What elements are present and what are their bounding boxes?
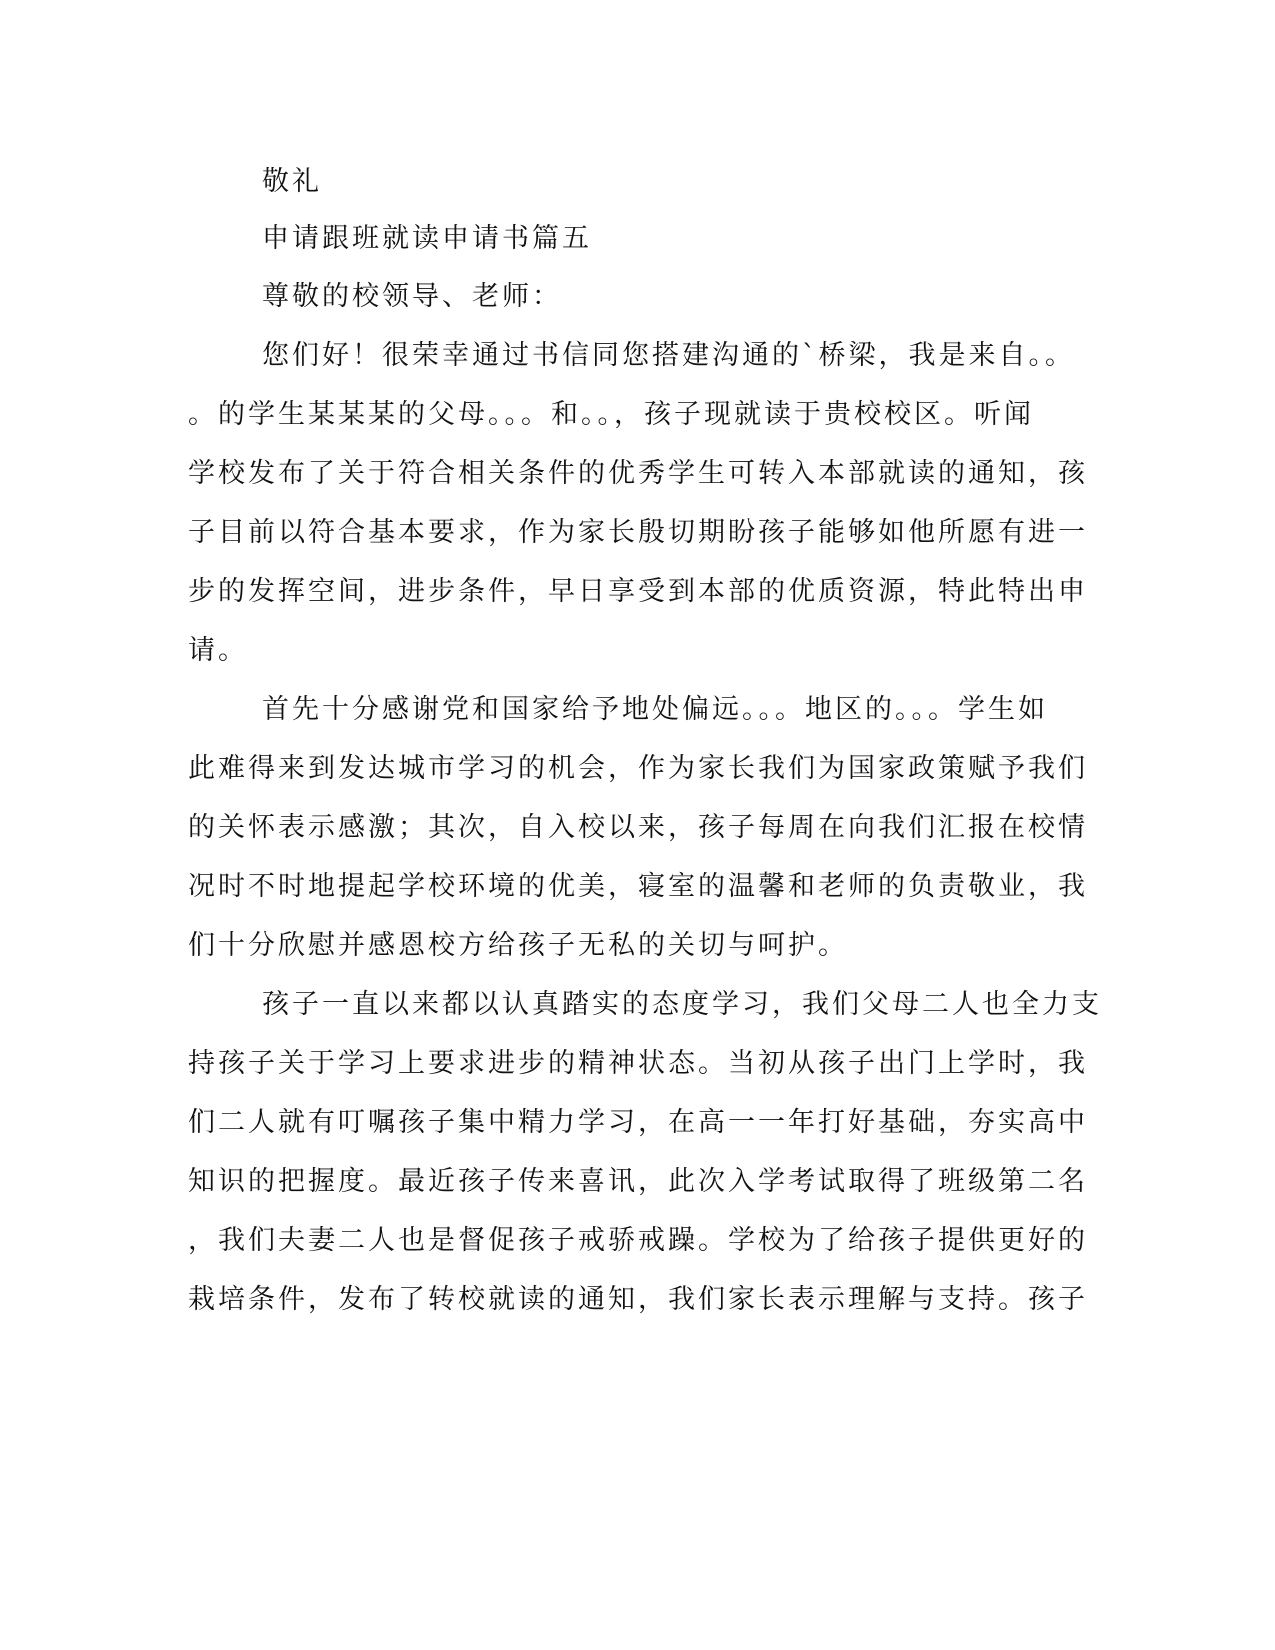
paragraph-line: 首先十分感谢党和国家给予地处偏远。。。地区的。。。学生如 [262,694,1048,725]
paragraph-line: 持孩子关于学习上要求进步的精神状态。当初从孩子出门上学时，我 [188,1048,1088,1079]
paragraph-line: ，我们夫妻二人也是督促孩子戒骄戒躁。学校为了给孩子提供更好的 [188,1225,1088,1256]
letter-heading: 申请跟班就读申请书篇五 [262,223,592,254]
paragraph-line: 孩子一直以来都以认真踏实的态度学习，我们父母二人也全力支 [262,989,1102,1020]
paragraph-line: 子目前以符合基本要求，作为家长殷切期盼孩子能够如他所愿有进一 [188,517,1088,548]
paragraph-line: 步的发挥空间，进步条件，早日享受到本部的优质资源，特此特出申 [188,576,1088,607]
paragraph-line: 的关怀表示感激；其次，自入校以来，孩子每周在向我们汇报在校情 [188,812,1088,843]
paragraph-line: 况时不时地提起学校环境的优美，寝室的温馨和老师的负责敬业，我 [188,871,1088,902]
paragraph-line: 。的学生某某某的父母。。。和。。，孩子现就读于贵校校区。听闻 [188,399,1034,430]
paragraph-line: 知识的把握度。最近孩子传来喜讯，此次入学考试取得了班级第二名 [188,1166,1088,1197]
paragraph-line: 请。 [188,635,248,666]
paragraph-line: 此难得来到发达城市学习的机会，作为家长我们为国家政策赋予我们 [188,753,1088,784]
paragraph-line: 栽培条件，发布了转校就读的通知，我们家长表示理解与支持。孩子 [188,1284,1088,1315]
closing-line: 敬礼 [262,166,322,197]
paragraph-line: 们二人就有叮嘱孩子集中精力学习，在高一一年打好基础，夯实高中 [188,1107,1088,1138]
paragraph-line: 学校发布了关于符合相关条件的优秀学生可转入本部就读的通知，孩 [188,458,1088,489]
salutation-line: 尊敬的校领导、老师： [262,281,562,312]
paragraph-line: 您们好！很荣幸通过书信同您搭建沟通的`桥梁，我是来自。。 [262,340,1075,371]
paragraph-line: 们十分欣慰并感恩校方给孩子无私的关切与呵护。 [188,930,848,961]
